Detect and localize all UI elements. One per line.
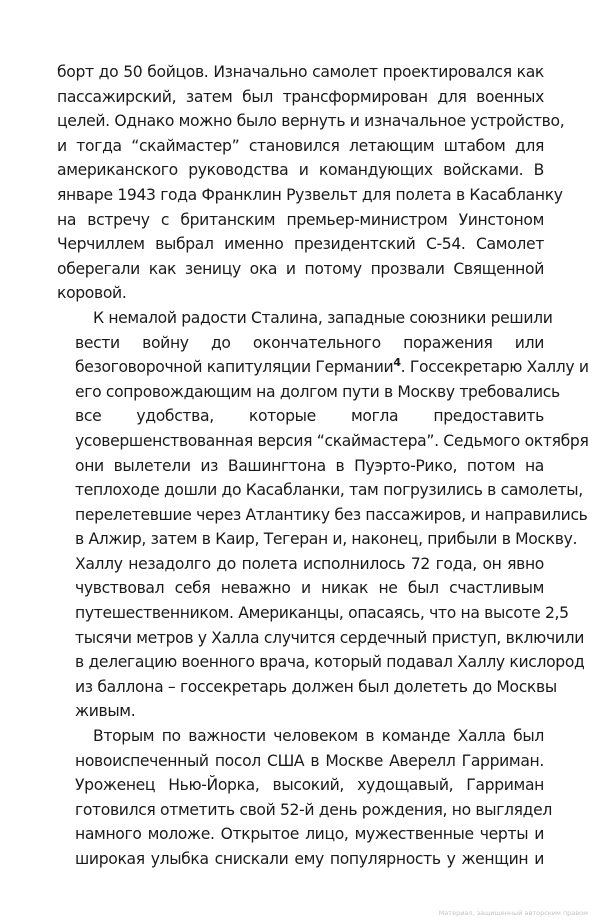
text-line: усовершенствованная версия “скаймастера”. Седьмого октября: [75, 431, 589, 450]
text-line: Вторым по важности человеком в команде Халла был: [93, 727, 544, 746]
text-line: новоиспеченный посол США в Москве Аверелл Гарриман.: [75, 751, 544, 770]
text-line: они вылетели из Вашингтона в Пуэрто-Рико, потом на: [75, 456, 544, 475]
text-line-with-footnote: [57, 355, 589, 380]
text-line: готовился отметить свой 52-й день рождения, но выглядел: [75, 800, 552, 819]
text-segment: безоговорочной капитуляции Германии: [75, 358, 394, 377]
footnote-reference[interactable]: 4: [393, 356, 401, 370]
text-line: Уроженец Нью-Йорка, высокий, худощавый, Гарриман: [75, 776, 544, 795]
text-line: целей. Однако можно было вернуть и изначальное устройство,: [57, 112, 565, 131]
text-line: из баллона – госсекретарь должен был долететь до Москвы: [75, 677, 557, 696]
text-line: на встречу с британским премьер-министром Уинстоном: [57, 210, 544, 229]
text-line: в делегацию военного врача, который подавал Халлу кислород: [75, 653, 585, 672]
text-line: широкая улыбка снискали ему популярность у женщин и: [75, 850, 544, 868]
text-line: борт до 50 бойцов. Изначально самолет проектировался как: [57, 63, 544, 81]
text-line: американского руководства и командующих войсками. В: [57, 161, 544, 180]
text-line: коровой.: [57, 284, 127, 303]
text-line: в Алжир, затем в Каир, Тегеран и, наконец, прибыли в Москву.: [75, 530, 578, 549]
text-line: тысячи метров у Халла случится сердечный приступ, включили: [75, 628, 584, 647]
text-segment: . Госсекретарю Халлу и: [400, 358, 589, 377]
text-line: Халлу незадолго до полета исполнилось 72 года, он явно: [75, 554, 544, 573]
text-line: К немалой радости Сталина, западные союзники решили: [93, 308, 553, 327]
text-line: живым.: [75, 702, 136, 721]
text-line: чувствовал себя неважно и никак не был счастливым: [75, 579, 544, 598]
text-line: вести войну до окончательного поражения или: [75, 333, 544, 352]
paragraph-2: [57, 306, 589, 724]
text-line: теплоходе дошли до Касабланки, там погрузились в самолеты,: [75, 481, 583, 500]
text-line: его сопровождающим на долгом пути в Москву требовались: [75, 382, 560, 401]
text-line: и тогда “скаймастер” становился летающим штабом для: [57, 136, 544, 155]
paragraph-1: [57, 60, 565, 306]
text-line: перелетевшие через Атлантику без пассажиров, и направились: [75, 505, 588, 524]
book-page-text: [57, 60, 589, 872]
text-line: все удобства, которые могла предоставить: [75, 407, 544, 426]
copyright-watermark: Материал, защищенный авторским правом: [438, 909, 588, 917]
text-line: январе 1943 года Франклин Рузвельт для полета в Касабланку: [57, 185, 563, 204]
text-line: пассажирский, затем был трансформирован для военных: [57, 87, 544, 106]
text-line: Черчиллем выбрал именно президентский С-54. Самолет: [57, 235, 544, 254]
text-line: оберегали как зеницу ока и потому прозвали Священной: [57, 259, 544, 278]
text-line: намного моложе. Открытое лицо, мужественные черты и: [75, 825, 544, 844]
text-line: путешественником. Американцы, опасаясь, что на высоте 2,5: [75, 604, 569, 623]
paragraph-3: [57, 724, 552, 872]
